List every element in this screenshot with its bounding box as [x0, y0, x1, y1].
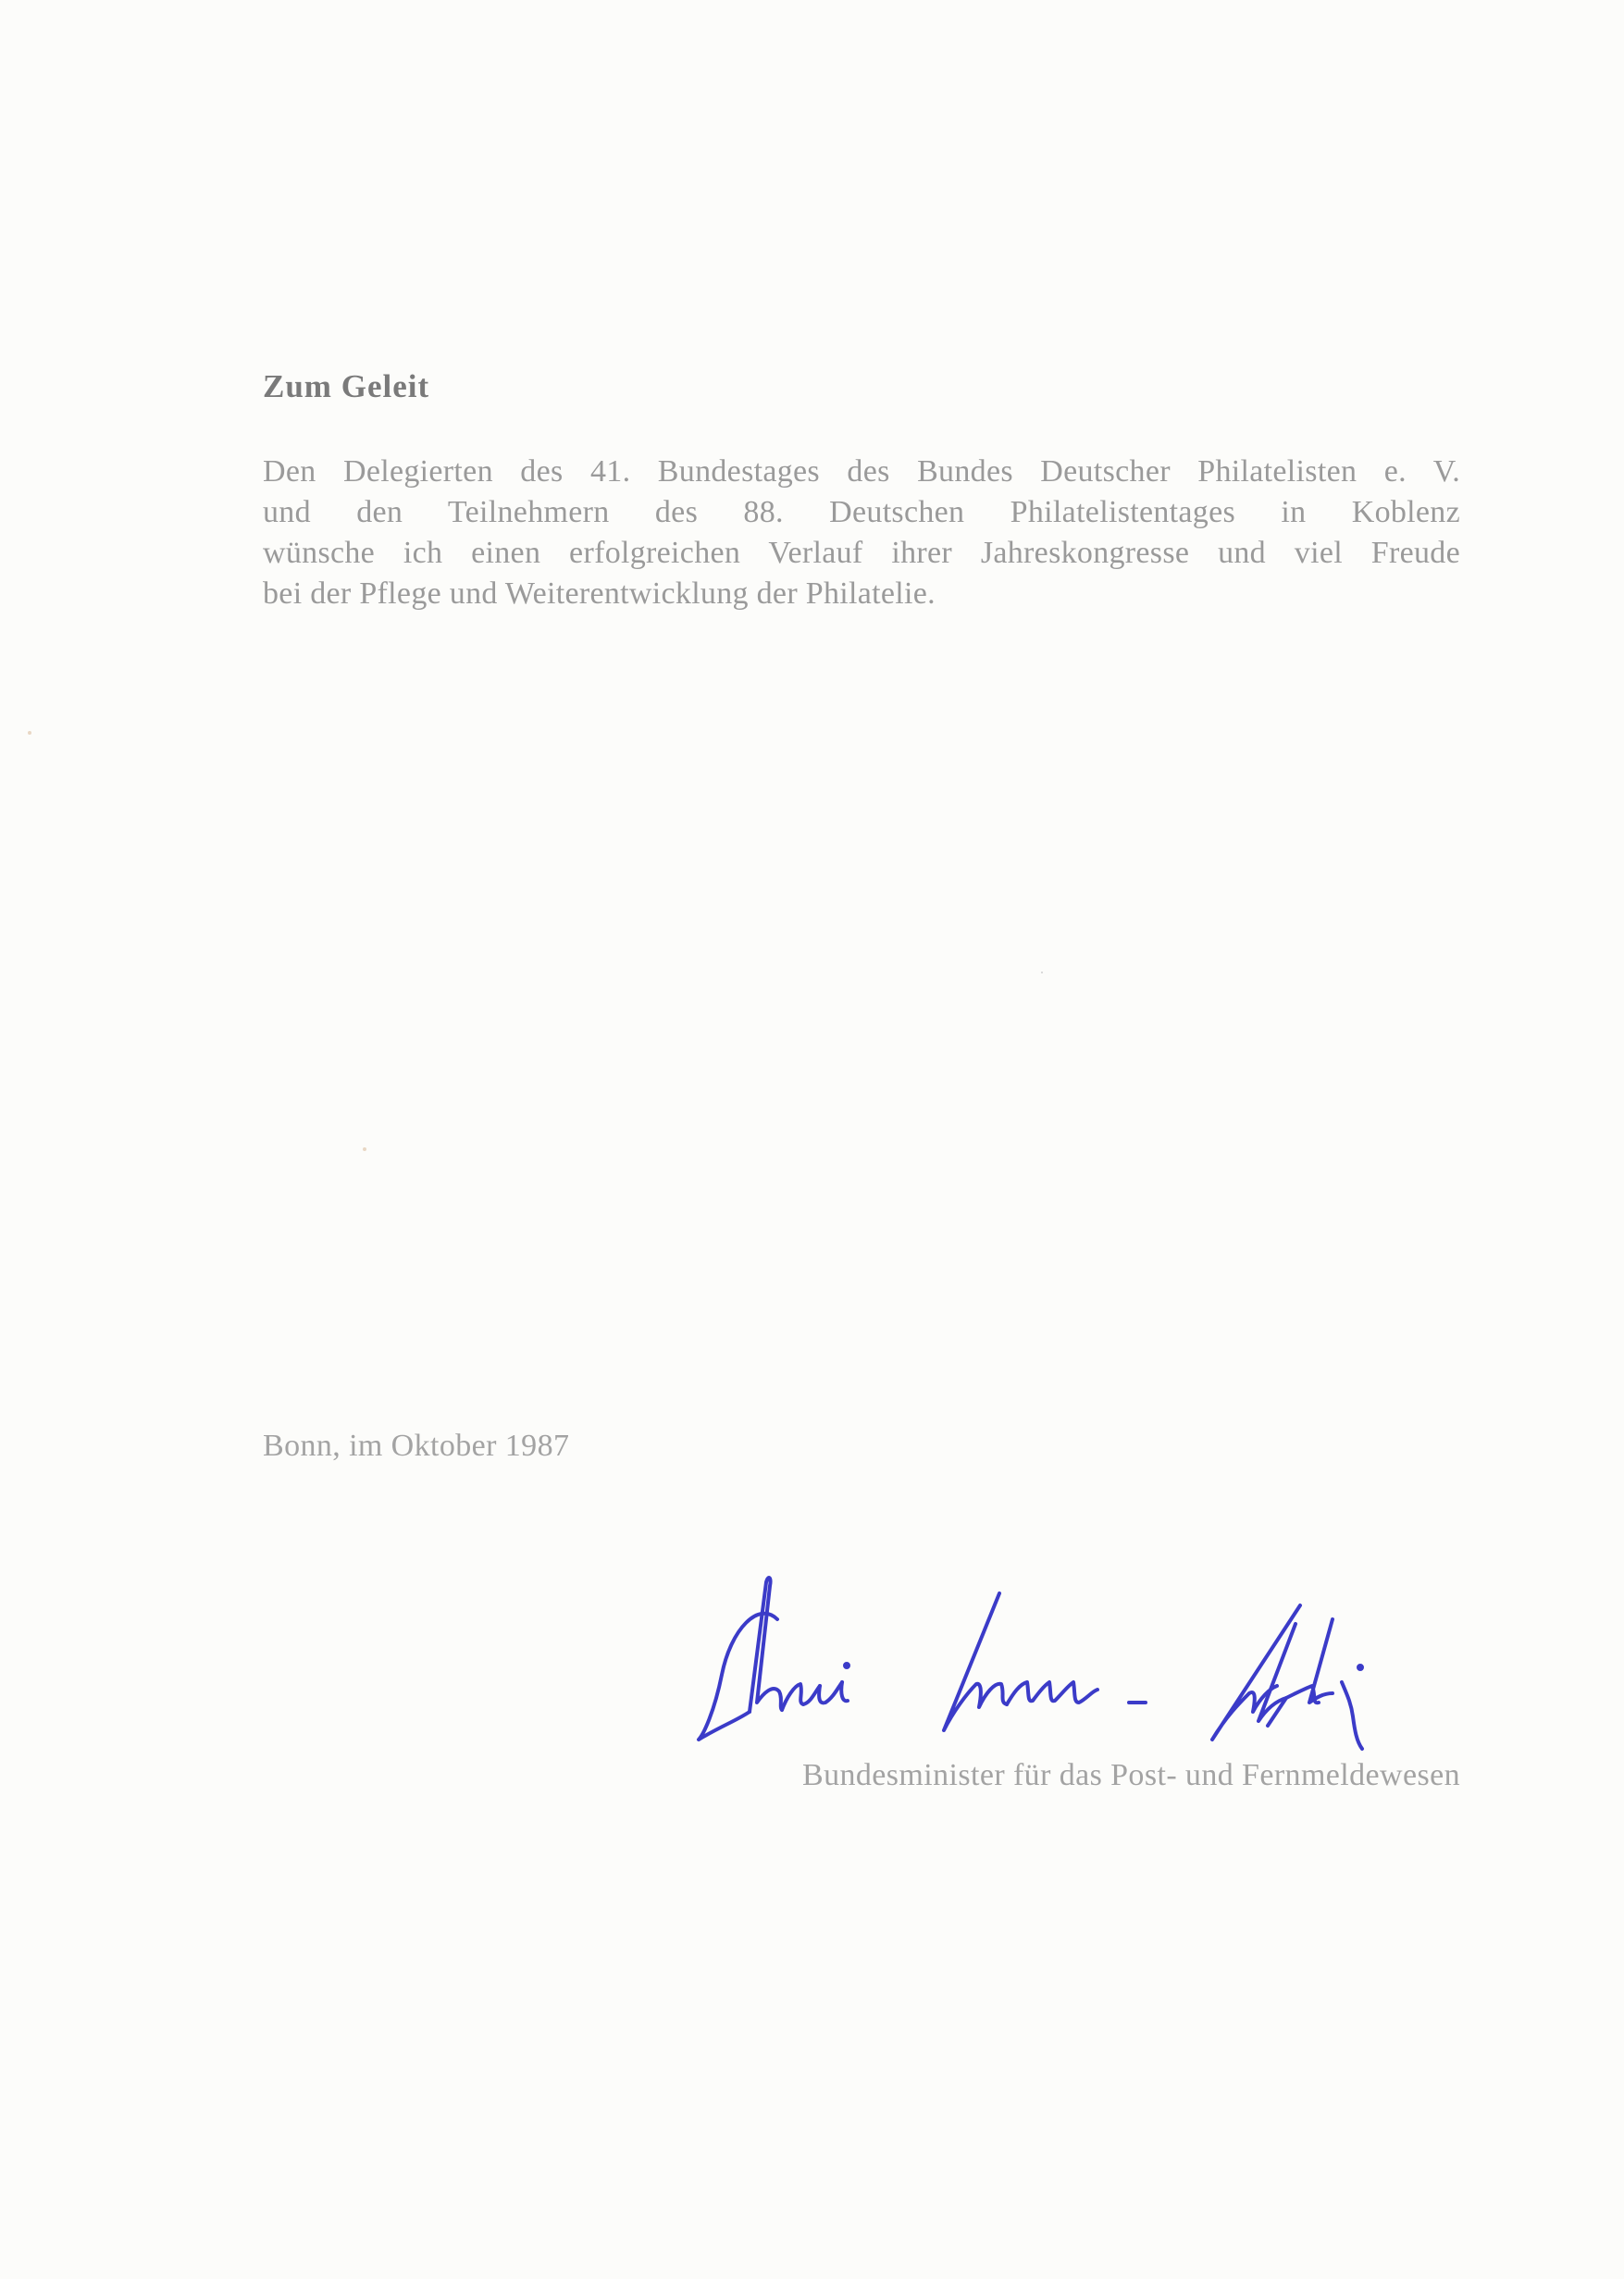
handwritten-signature [694, 1564, 1453, 1758]
greeting-paragraph [263, 452, 1460, 614]
paragraph-line: Den Delegierten des 41. Bundestages des Bundes Deutscher Philatelisten e. V. [263, 454, 1460, 489]
paper-speck [1041, 972, 1043, 973]
paper-speck [28, 731, 31, 735]
paragraph-line: wünsche ich einen erfolgreichen Verlauf ihrer Jahreskongresse und viel Freude [263, 536, 1460, 570]
signatory-title: Bundesminister für das Post- und Fernmeldewesen [802, 1758, 1460, 1792]
paper-speck [363, 1147, 366, 1151]
heading: Zum Geleit [263, 368, 430, 404]
paragraph-line: und den Teilnehmern des 88. Deutschen Philatelistentages in Koblenz [263, 495, 1460, 529]
paragraph-line: bei der Pflege und Weiterentwicklung der Philatelie. [263, 576, 936, 611]
place-date: Bonn, im Oktober 1987 [263, 1429, 570, 1463]
